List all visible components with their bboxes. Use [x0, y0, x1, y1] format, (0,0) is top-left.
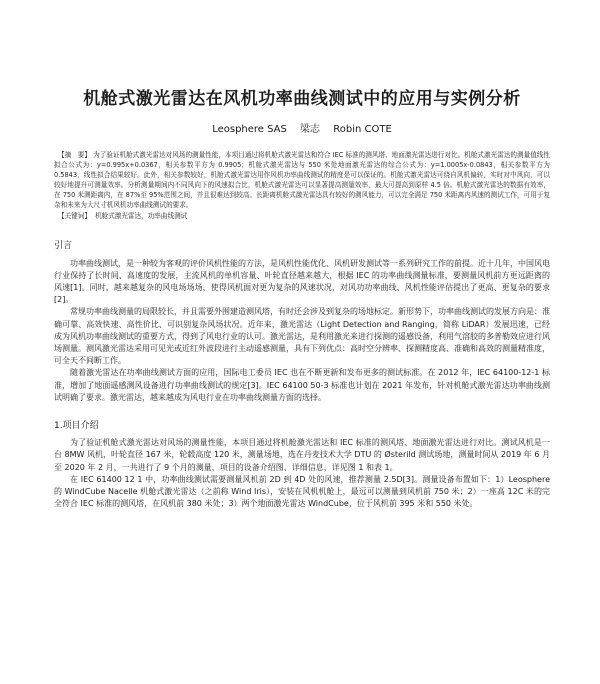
abstract-body: [54, 150, 550, 211]
keywords: [54, 211, 550, 221]
section1-heading: 1.项目介绍: [54, 421, 99, 432]
abstract: [54, 150, 550, 221]
section1-paragraph-1: 为了验证机舱式激光雷达对风场的测量性能，本项目通过将机舱激光雷达和 IEC 标准的测风塔、地面激光雷达进行对比。测试风机是一台 8MW 风机，叶轮直径 167 米，轮毂高度 120 米，测量场地，选在丹麦技术大学 DTU 的 Østerild 测试场地，测量时间从 2019 年 6 月至 2020 年 2 月，一共进行了 9 个月的测量，项目的设备介绍图、详细信息，详见图 1 和表 1。: [54, 438, 550, 472]
author-3: Robin COTE: [333, 124, 392, 135]
intro-paragraph-1: 功率曲线测试，是一种较为客观的评价风机性能的方法，是风机性能优化、风机研发测试等一系列研究工作的前提。近十几年，中国风电行业保持了长时间、高速度的发展，主流风机的单机容量、叶轮直径越来越大，根据 IEC 的功率曲线测量标准，要测量风机前方更远距离的风速[1]。同时，越来越复杂的风电场场场，使得风机面对更为复杂的风速状况，对风功功率曲线、风机性能评估提出了更高、更复杂的要求[2]。: [54, 258, 550, 305]
author-line: [54, 123, 550, 137]
keywords-label: 【关键词】: [58, 211, 91, 220]
abstract-text: 为了验证机舱式激光雷达对风场的测量性能，本项目通过将机舱式激光雷达和符合 IEC 标准的测风塔、地面激光雷达进行对比。机舱式激光雷达的测量值线性拟合公式为：y=0.995x+0.0367，相关参数平方为 0.9905；机舱式激光雷达与 550 米处地面激光雷达的综合公式为：y=1.0005x-0.0843，相关参数平方为 0.5843，线性拟合结果较好。此外，相关参数较好，机舱式激光雷达用作风机功率曲线测试的精度是可以保证的。机舱式激光雷达可绕自风机偏转，实时对中风向，可以较好地提升可测量效率。分析测量期间内不同风向下的风速拟合比，机舱式激光雷达可以显著提高测量效率，最大可提高到原样 4.5 倍。机舱式激光雷达的数据有效率，在 750 米测距离内，在 87%至 95%范围之间，并且很难达到较高。长距离机舱式激光雷达具有较好的测风能力，可以完全满足 750 米距离内风速的测试工作，可用于复杂和未来为大尺寸机风机功率曲线测试的要求。: [54, 151, 550, 210]
abstract-label: 【摘 要】: [58, 151, 91, 159]
author-1: Leosphere SAS: [212, 124, 287, 135]
keywords-text: 机舱式激光雷达，功率曲线测试: [94, 211, 188, 220]
intro-paragraph-3: 随着激光雷达在功率曲线测试方面的应用，国际电工委员 IEC 也在不断更新和发布更多的测试标准。在 2012 年，IEC 64100-12-1 标准，增加了地面遥感测风设备进行功率曲线测试的规定[3]。IEC 64100 50-3 标准也计划在 2021 年发布，针对机舱式激光雷达功率曲线测试明确了要求。激光雷达，越来越成为风电行业在功率曲线测量方面的选择。: [54, 368, 550, 402]
author-2: 梁志: [300, 124, 321, 135]
paper-title: 机舱式激光雷达在风机功率曲线测试中的应用与实例分析: [83, 89, 521, 109]
section1-paragraph-2: 在 IEC 61400 12 1 中，功率曲线测试需要测量风机前 2D 到 4D 处的风速，推荐测量 2.5D[3]。测量设备布置如下：1）Leosphere 的 WindCube Nacelle 机舱式激光雷达（之前称 Wind Iris），安装在风机机舱上，最远可以测量到风机前 750 米；2）一座高 12C 米的完全符合 IEC 标准的测风塔，在风机前 380 米处；3）两个地面激光雷达 WindCube，位于风机前 395 米和 550 米处。: [54, 474, 550, 509]
intro-heading: 引言: [54, 240, 73, 251]
intro-paragraph-2: 常规功率曲线测量的局限较长，并且需要外围建造测风塔，有时还会涉及到复杂的场地标定。新形势下，功率曲线测试的发展方向是：准确可靠、高效快速、高性价比、可识别复杂风场状况。近年来，激光雷达（Light Detection and Ranging，简称 LiDAR）发展迅速，已经成为风机功率曲线测试的重要方式，得到了风电行业的认可。激光雷达，是利用激光来进行探测的遥感设备，利用气溶胶的多普勒效应进行风场测量。测风激光雷达采用可见光或近红外波段进行主动遥感测量，具有下列优点：高时空分辨率、探测精度高、准确和高效的测量精准度，可全天不间断工作。: [54, 307, 550, 366]
